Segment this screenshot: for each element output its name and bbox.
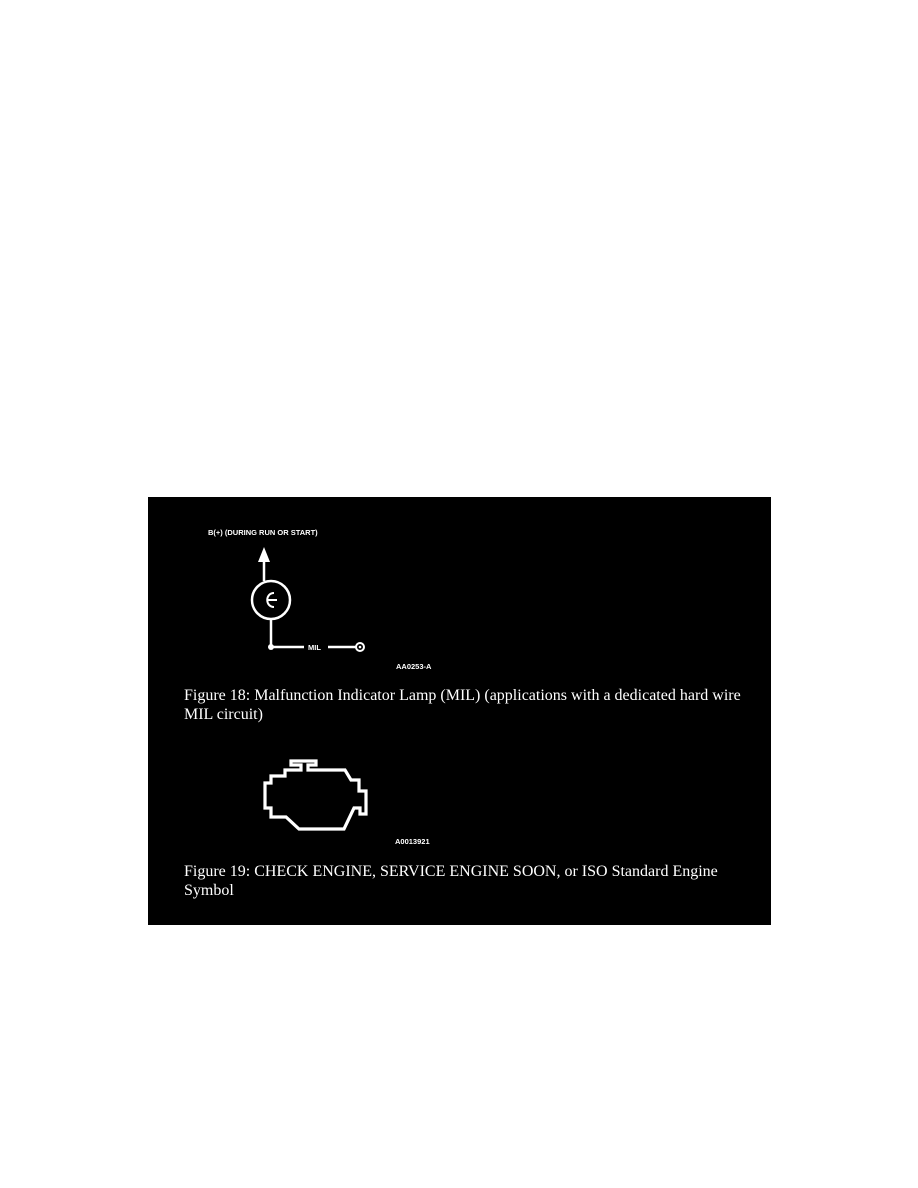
supply-arrow-icon bbox=[258, 547, 270, 562]
engine-icon bbox=[265, 761, 366, 829]
figure18-caption: Figure 18: Malfunction Indicator Lamp (MIL) (applications with a dedicated hard wire MIL circuit) bbox=[184, 687, 741, 723]
mil-label: MIL bbox=[308, 643, 321, 652]
lamp-bulb-icon bbox=[252, 581, 290, 619]
figure-panel bbox=[148, 497, 771, 925]
figure19-caption: Figure 19: CHECK ENGINE, SERVICE ENGINE SOON, or ISO Standard Engine Symbol bbox=[184, 863, 718, 899]
mil-circuit-diagram bbox=[208, 528, 432, 671]
ground-connector-icon bbox=[356, 643, 364, 651]
figure18-art-id: AA0253-A bbox=[396, 662, 432, 671]
figure19-art-id: A0013921 bbox=[395, 837, 430, 846]
supply-label: B(+) (DURING RUN OR START) bbox=[208, 528, 318, 537]
